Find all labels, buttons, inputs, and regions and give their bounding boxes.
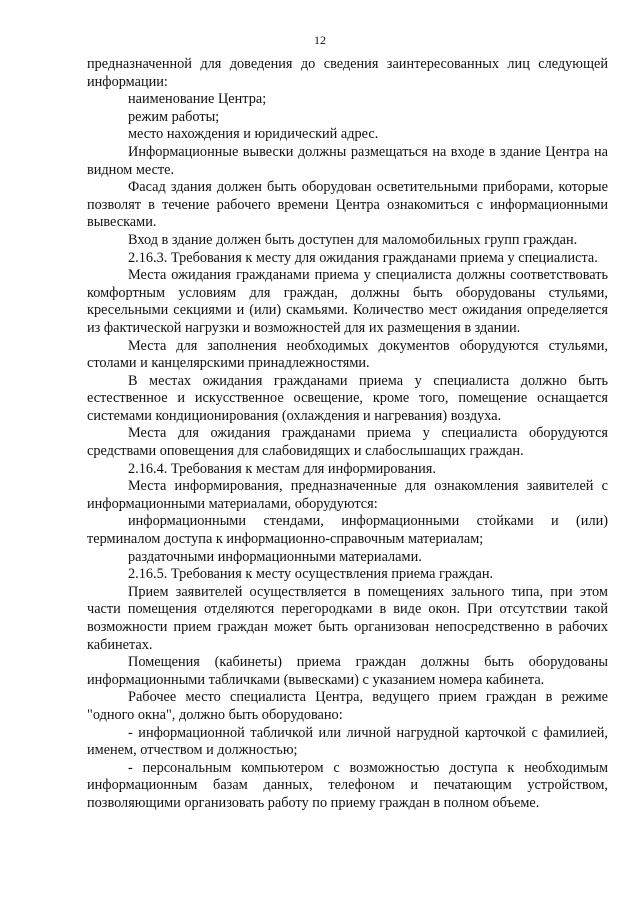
paragraph: 2.16.5. Требования к месту осуществления приема граждан.: [128, 566, 494, 583]
paragraph: Вход в здание должен быть доступен для маломобильных групп граждан.: [128, 231, 578, 248]
paragraph: Места ожидания гражданами приема у специалиста должны соответствовать комфортным условиям для граждан, должны быть оборудованы стульями, кресельными секциями и (или) скамьями. Количество мест ожидания определяется из фактической нагрузки и возможностей для их размещения в здании.: [87, 267, 608, 336]
paragraph: В местах ожидания гражданами приема у специалиста должно быть естественное и искусственное освещение, кроме того, помещение оснащается системами кондиционирования (охлаждения и нагревания) воздуха.: [87, 372, 608, 424]
page-number: 12: [314, 33, 326, 47]
paragraph: Места для ожидания гражданами приема у специалиста оборудуются средствами оповещения для слабовидящих и слабослышащих граждан.: [87, 425, 608, 460]
list-item: режим работы;: [128, 108, 220, 125]
paragraph: Места информирования, предназначенные для ознакомления заявителей с информационными материалами, оборудуются:: [87, 478, 608, 512]
paragraph: Прием заявителей осуществляется в помещениях зального типа, при этом части помещения отделяются перегородками в виде окон. При отсутствии такой возможности прием граждан может быть организован непосредственно в рабочих кабинетах.: [87, 583, 608, 653]
paragraph: Рабочее место специалиста Центра, ведущего прием граждан в режиме "одного окна", должно быть оборудовано:: [87, 689, 608, 723]
paragraph: Фасад здания должен быть оборудован осветительными приборами, которые позволят в течение рабочего времени Центра ознакомиться с информационными вывесками.: [87, 179, 608, 231]
paragraph: - персональным компьютером с возможностью доступа к необходимым информационным базам данных, телефоном и печатающим устройством, позволяющими организовать работу по приему граждан в полном объеме.: [87, 759, 608, 811]
paragraph: Места для заполнения необходимых документов оборудуются стульями, столами и канцелярскими принадлежностями.: [87, 337, 608, 372]
paragraph: Помещения (кабинеты) приема граждан должны быть оборудованы информационными табличками (вывесками) с указанием номера кабинета.: [87, 654, 608, 688]
paragraph: предназначенной для доведения до сведения заинтересованных лиц следующей информации:: [87, 56, 608, 90]
paragraph: Информационные вывески должны размещаться на входе в здание Центра на видном месте.: [87, 143, 608, 178]
list-item: наименование Центра;: [128, 91, 267, 108]
list-item: место нахождения и юридический адрес.: [128, 126, 379, 143]
paragraph: раздаточными информационными материалами.: [128, 548, 422, 565]
paragraph: информационными стендами, информационными стойками и (или) терминалом доступа к информационно-справочным материалам;: [87, 513, 608, 548]
document-body: [87, 56, 608, 813]
paragraph: 2.16.3. Требования к месту для ожидания гражданами приема у специалиста.: [128, 249, 598, 266]
paragraph: - информационной табличкой или личной нагрудной карточкой с фамилией, именем, отчеством и должностью;: [87, 724, 608, 759]
paragraph: 2.16.4. Требования к местам для информирования.: [128, 460, 436, 477]
